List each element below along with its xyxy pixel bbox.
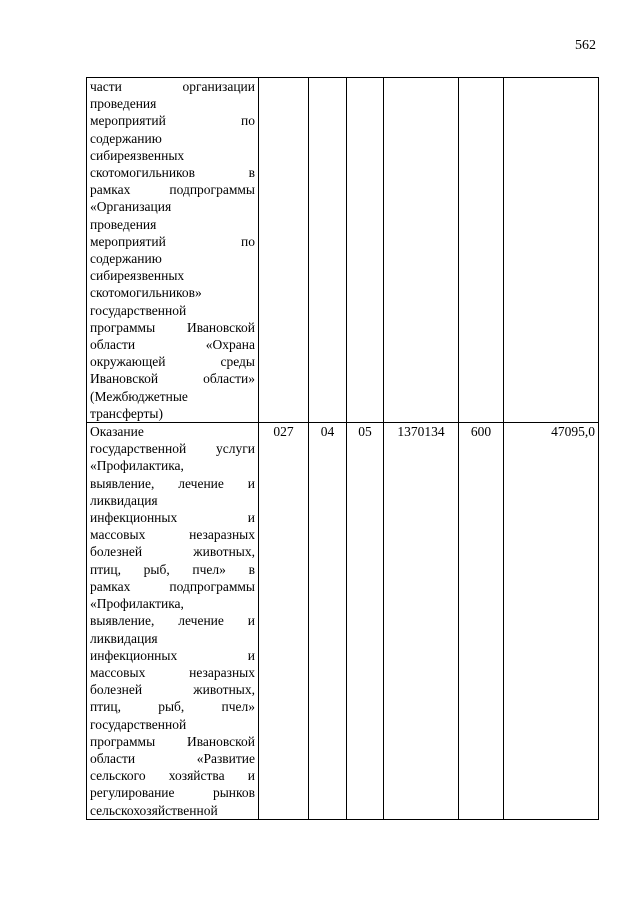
- description-line: скотомогильников в: [90, 165, 255, 181]
- description-line: регулирование рынков: [90, 785, 255, 801]
- description-line: массовых незаразных: [90, 527, 255, 543]
- description-line: содержанию: [90, 130, 162, 146]
- description-line: массовых незаразных: [90, 664, 255, 680]
- table-row: [87, 78, 599, 423]
- description-line: птиц, рыб, пчел» в: [90, 561, 255, 577]
- description-line: «Организация: [90, 199, 172, 215]
- description-line: проведения: [90, 96, 157, 112]
- description-line: части организации: [90, 79, 255, 94]
- ministry-code-cell: 027: [259, 423, 309, 820]
- ministry-code-cell: [259, 78, 309, 423]
- description-line: болезней животных,: [90, 682, 255, 698]
- description-line: выявление, лечение и: [90, 613, 255, 629]
- description-line: проведения: [90, 216, 157, 232]
- description-line: «Профилактика,: [90, 458, 184, 474]
- description-line: мероприятий по: [90, 113, 255, 129]
- table-row: [87, 423, 599, 820]
- description-line: государственной: [90, 302, 187, 318]
- description-line: ликвидация: [90, 630, 158, 646]
- description-line: Ивановской области»: [90, 371, 255, 387]
- amount-cell: 47095,0: [504, 423, 599, 820]
- target-article-cell: [384, 78, 459, 423]
- description-line: окружающей среды: [90, 354, 255, 370]
- description-line: инфекционных и: [90, 647, 255, 663]
- row-description: [87, 78, 259, 423]
- description-line: мероприятий по: [90, 233, 255, 249]
- section-code-cell: [309, 78, 347, 423]
- description-line: «Профилактика,: [90, 596, 184, 612]
- description-line: трансферты): [90, 405, 163, 421]
- description-line: программы Ивановской: [90, 319, 255, 335]
- description-line: инфекционных и: [90, 510, 255, 526]
- description-line: области «Развитие: [90, 750, 255, 766]
- description-line: Оказание: [90, 424, 144, 440]
- description-line: области «Охрана: [90, 337, 255, 353]
- description-line: программы Ивановской: [90, 733, 255, 749]
- description-line: рамках подпрограммы: [90, 182, 255, 198]
- subsection-code-cell: [347, 78, 384, 423]
- description-line: рамках подпрограммы: [90, 578, 255, 594]
- page-number: 562: [575, 38, 596, 53]
- description-line: болезней животных,: [90, 544, 255, 560]
- row-description: [87, 423, 259, 820]
- description-line: выявление, лечение и: [90, 475, 255, 491]
- description-line: сельского хозяйства и: [90, 768, 255, 784]
- subsection-code-cell: 05: [347, 423, 384, 820]
- description-line: скотомогильников»: [90, 285, 202, 301]
- description-line: сибиреязвенных: [90, 268, 185, 284]
- description-line: содержанию: [90, 251, 162, 267]
- description-line: птиц, рыб, пчел»: [90, 699, 255, 715]
- target-article-cell: 1370134: [384, 423, 459, 820]
- expense-type-cell: 600: [459, 423, 504, 820]
- description-line: государственной услуги: [90, 441, 255, 457]
- description-line: (Межбюджетные: [90, 388, 188, 404]
- section-code-cell: 04: [309, 423, 347, 820]
- expense-type-cell: [459, 78, 504, 423]
- budget-table: [86, 77, 599, 820]
- description-line: сибиреязвенных: [90, 147, 185, 163]
- amount-cell: [504, 78, 599, 423]
- description-line: государственной: [90, 716, 187, 732]
- description-line: сельскохозяйственной: [90, 802, 218, 818]
- description-line: ликвидация: [90, 492, 158, 508]
